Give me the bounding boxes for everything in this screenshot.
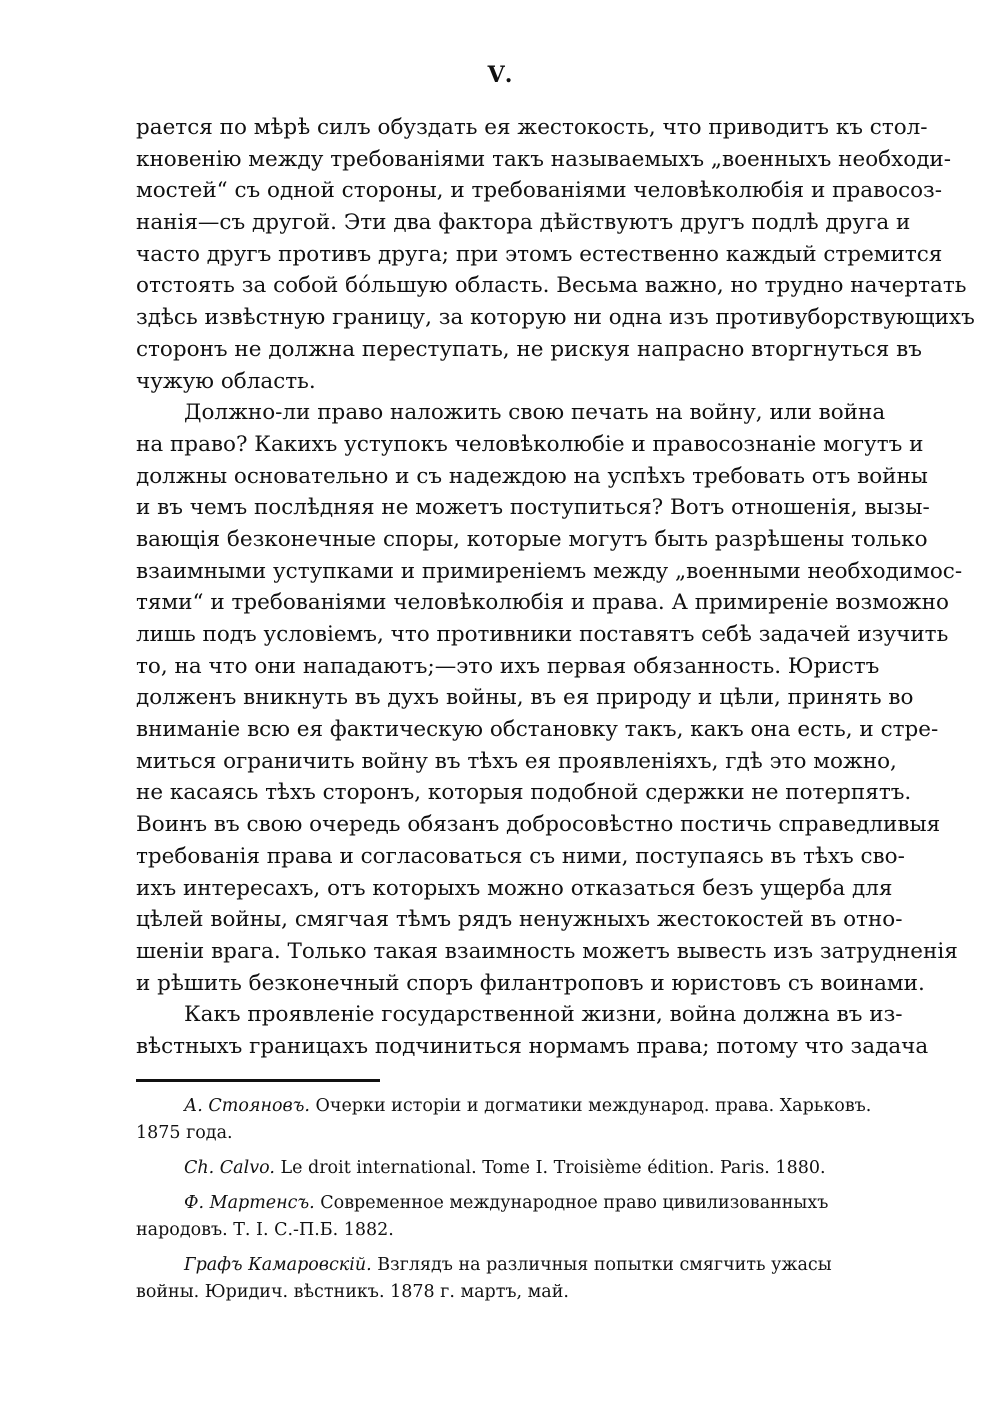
- footnote-text: Le droit international. Tome I. Troisième édition. Paris. 1880.: [274, 1158, 826, 1178]
- text-line: должны основательно и съ надеждою на успѣхъ требовать отъ войны: [136, 463, 928, 489]
- footnote: [136, 1155, 864, 1182]
- footnote-line: 1875 года.: [136, 1123, 233, 1143]
- footnote-divider: [136, 1079, 380, 1082]
- footnote-line: [136, 1252, 864, 1279]
- text-line: мостей“ съ одной стороны, и требованіями человѣколюбія и правосоз-: [136, 178, 943, 204]
- text-line: лишь подъ условіемъ, что противники поставятъ себѣ задачей изучить: [136, 622, 949, 647]
- text-line: рается по мѣрѣ силъ обуздать ея жестокость, что приводитъ къ стол-: [136, 115, 928, 140]
- footnote-author: А. Стояновъ.: [184, 1096, 310, 1116]
- footnote: [136, 1252, 864, 1306]
- text-line: на право? Какихъ уступокъ человѣколюбіе и правосознаніе могутъ и: [136, 431, 924, 457]
- footnote-line: народовъ. Т. I. С.-П.Б. 1882.: [136, 1220, 394, 1240]
- body-text: [136, 112, 975, 1063]
- footnote-line: [136, 1190, 864, 1217]
- text-line: вающія безконечные споры, которые могутъ быть разрѣшены только: [136, 526, 928, 552]
- text-line: и рѣшить безконечный споръ филантроповъ и юристовъ съ воинами.: [136, 970, 925, 996]
- text-line: вѣстныхъ границахъ подчиниться нормамъ права; потому что задача: [136, 1033, 929, 1059]
- footnote: [136, 1093, 872, 1147]
- footnotes: [136, 1093, 872, 1314]
- text-line: тями“ и требованіями человѣколюбія и права. А примиреніе возможно: [136, 590, 949, 616]
- footnote-text: Взглядъ на различныя попытки смягчить ужасы: [371, 1255, 832, 1275]
- text-line: здѣсь извѣстную границу, за которую ни одна изъ противуборствующихъ: [136, 305, 975, 331]
- text-line: вниманіе всю ея фактическую обстановку такъ, какъ она есть, и стре-: [136, 717, 939, 743]
- text-line: Какъ проявленіе государственной жизни, война должна въ из-: [184, 1002, 903, 1028]
- text-line: Должно-ли право наложить свою печать на войну, или война: [184, 400, 886, 426]
- footnote-line: [136, 1155, 864, 1182]
- footnote-author: Графъ Камаровскій.: [184, 1255, 372, 1275]
- text-line: то, на что они нападаютъ;—это ихъ первая обязанность. Юристъ: [136, 653, 880, 679]
- text-line: Воинъ въ свою очередь обязанъ добросовѣстно постичь справедливыя: [136, 812, 941, 838]
- text-line: долженъ вникнуть въ духъ войны, въ ея природу и цѣли, принять во: [136, 685, 914, 711]
- footnote-text: Современное международное право цивилизованныхъ: [314, 1193, 829, 1213]
- text-line: ихъ интересахъ, отъ которыхъ можно отказаться безъ ущерба для: [136, 875, 893, 901]
- text-line: взаимными уступками и примиреніемъ между „военными необходимос-: [136, 558, 963, 584]
- text-line: не касаясь тѣхъ сторонъ, которыя подобной сдержки не потерпятъ.: [136, 780, 912, 806]
- text-line: кновенію между требованіями такъ называемыхъ „военныхъ необходи-: [136, 146, 952, 172]
- footnote-line: [136, 1093, 872, 1120]
- text-line: часто другъ противъ друга; при этомъ естественно каждый стремится: [136, 241, 943, 267]
- text-line: требованія права и согласоваться съ ними, поступаясь въ тѣхъ сво-: [136, 843, 905, 869]
- text-line: и въ чемъ послѣдняя не можетъ поступиться? Вотъ отношенія, вызы-: [136, 495, 930, 521]
- text-line: сторонъ не должна переступать, не рискуя напрасно вторгнуться въ: [136, 336, 922, 362]
- text-line: нанія—съ другой. Эти два фактора дѣйствуютъ другъ подлѣ друга и: [136, 210, 911, 236]
- footnote-author: Ф. Мартенсъ.: [184, 1193, 315, 1213]
- text-line: миться ограничить войну въ тѣхъ ея проявленіяхъ, гдѣ это можно,: [136, 748, 897, 774]
- page-number: Ⅴ.: [487, 62, 513, 88]
- footnote-text: Очерки исторіи и догматики международ. права. Харьковъ.: [309, 1096, 872, 1116]
- footnote-line: войны. Юридич. вѣстникъ. 1878 г. мартъ, май.: [136, 1282, 569, 1302]
- footnote-author: Ch. Calvo.: [184, 1158, 275, 1178]
- text-line: шеніи врага. Только такая взаимность можетъ вывесть изъ затрудненія: [136, 938, 958, 964]
- text-line: отстоять за собой бо́льшую область. Весьма важно, но трудно начертать: [136, 273, 967, 299]
- text-line: цѣлей войны, смягчая тѣмъ рядъ ненужныхъ жестокостей въ отно-: [136, 907, 903, 933]
- footnote: [136, 1190, 864, 1244]
- text-line: чужую область.: [136, 368, 316, 394]
